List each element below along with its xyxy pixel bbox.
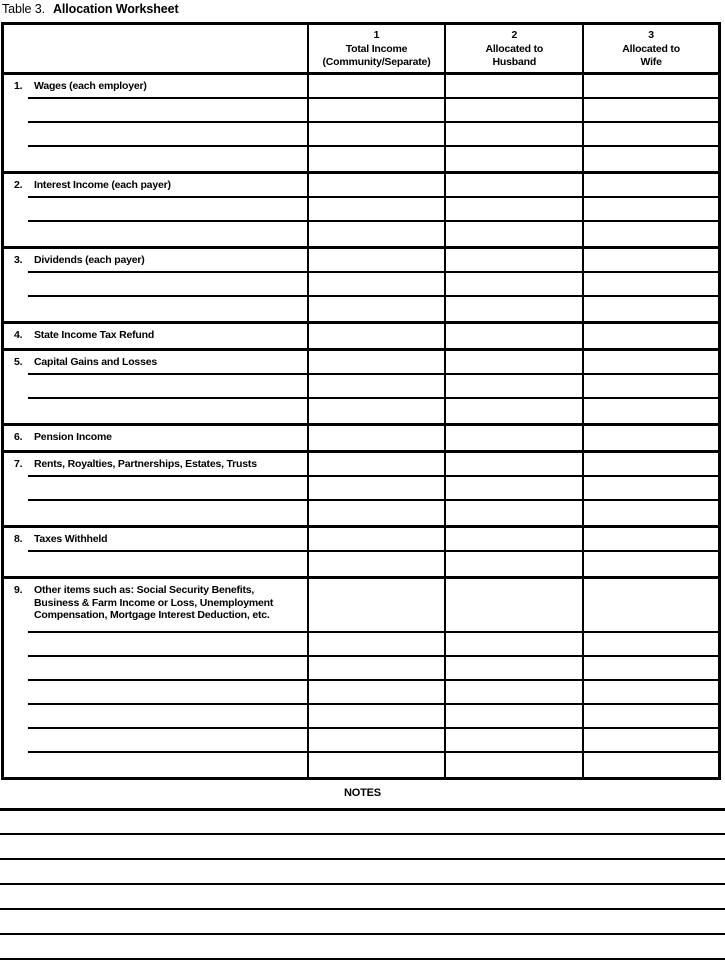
amount-cell[interactable] [584,657,718,681]
amount-cell[interactable] [446,174,582,198]
amount-cell[interactable] [446,249,582,273]
amount-cell[interactable] [309,273,445,297]
amount-cell[interactable] [584,426,718,450]
item-5-total-income-column [309,351,447,423]
amount-cell[interactable] [446,705,582,729]
amount-cell[interactable] [446,579,582,633]
amount-cell[interactable] [584,324,718,348]
item-number: 5. [14,356,23,368]
item-label: State Income Tax Refund [34,329,155,341]
amount-cell[interactable] [446,633,582,657]
amount-cell[interactable] [584,552,718,576]
note-line[interactable] [0,808,725,811]
column-header-wife [584,25,718,72]
item-5-wife-column [584,351,718,423]
item-label: Rents, Royalties, Partnerships, Estates, Trusts [34,458,257,470]
item-7-total-income-column [309,453,447,525]
amount-cell[interactable] [309,633,445,657]
amount-cell[interactable] [309,426,445,450]
item-4-label-column [4,324,309,348]
amount-cell[interactable] [446,426,582,450]
amount-cell[interactable] [309,528,445,552]
item-7-wife-column [584,453,718,525]
amount-cell[interactable] [584,681,718,705]
note-line[interactable] [0,958,725,960]
amount-cell[interactable] [309,375,445,399]
label-blank-row[interactable] [4,273,307,297]
worksheet-item-7 [4,453,718,528]
item-3-total-income-column [309,249,447,321]
item-8-husband-column [446,528,584,576]
note-line[interactable] [0,883,725,885]
worksheet-item-3 [4,249,718,324]
worksheet-item-1 [4,75,718,174]
column-header-total-income [309,25,447,72]
item-5-husband-column [446,351,584,423]
amount-cell[interactable] [309,552,445,576]
amount-cell[interactable] [446,477,582,501]
amount-cell[interactable] [446,123,582,147]
amount-cell[interactable] [584,297,718,321]
item-8-total-income-column [309,528,447,576]
amount-cell[interactable] [446,147,582,171]
notes-title: NOTES [344,787,381,799]
column-title: Total Income [345,42,408,55]
item-5-label-column [4,351,309,423]
item-4-wife-column [584,324,718,348]
amount-cell[interactable] [446,75,582,99]
amount-cell[interactable] [309,222,445,246]
item-6-label-column [4,426,309,450]
item-9-total-income-column [309,579,447,777]
allocation-table [1,22,721,780]
item-number: 3. [14,254,23,266]
worksheet-item-6 [4,426,718,453]
amount-cell[interactable] [309,147,445,171]
label-blank-row[interactable] [4,99,307,123]
label-blank-row[interactable] [4,633,307,657]
amount-cell[interactable] [309,681,445,705]
amount-cell[interactable] [309,174,445,198]
item-6-husband-column [446,426,584,450]
item-1-total-income-column [309,75,447,171]
amount-cell[interactable] [309,579,445,633]
amount-cell[interactable] [584,579,718,633]
item-7-label-column [4,453,309,525]
amount-cell[interactable] [584,123,718,147]
amount-cell[interactable] [309,705,445,729]
item-label: Capital Gains and Losses [34,356,157,368]
column-title: Allocated to [622,42,680,55]
label-blank-row[interactable] [4,753,307,777]
item-number: 6. [14,431,23,443]
worksheet-item-8 [4,528,718,579]
amount-cell[interactable] [446,198,582,222]
label-blank-row[interactable] [4,198,307,222]
page-title [2,2,179,16]
amount-cell[interactable] [309,477,445,501]
amount-cell[interactable] [584,99,718,123]
column-title: Allocated to [485,42,544,55]
label-blank-row[interactable] [4,705,307,729]
item-8-wife-column [584,528,718,576]
amount-cell[interactable] [309,753,445,777]
worksheet-title: Allocation Worksheet [52,2,179,16]
item-number: 8. [14,533,23,545]
label-blank-row[interactable] [4,222,307,246]
item-9-label-column [4,579,309,777]
item-8-label-row [4,528,307,552]
item-4-label-row [4,324,307,348]
item-6-label-row [4,426,307,450]
column-header-items [4,25,309,72]
amount-cell[interactable] [584,729,718,753]
amount-cell[interactable] [309,501,445,525]
item-4-husband-column [446,324,584,348]
item-label: Wages (each employer) [34,80,147,92]
amount-cell[interactable] [584,375,718,399]
amount-cell[interactable] [446,453,582,477]
amount-cell[interactable] [584,273,718,297]
amount-cell[interactable] [446,375,582,399]
item-9-wife-column [584,579,718,777]
item-1-label-row [4,75,307,99]
item-number: 4. [14,329,23,341]
item-2-label-column [4,174,309,246]
item-label: Interest Income (each payer) [34,179,171,191]
label-blank-row[interactable] [4,657,307,681]
amount-cell[interactable] [584,705,718,729]
amount-cell[interactable] [309,297,445,321]
worksheet-item-4 [4,324,718,351]
amount-cell[interactable] [309,198,445,222]
amount-cell[interactable] [584,147,718,171]
amount-cell[interactable] [446,222,582,246]
item-number: 1. [14,80,23,92]
column-number: 2 [511,29,518,41]
item-5-label-row [4,351,307,375]
column-subtitle: (Community/Separate) [322,56,431,68]
amount-cell[interactable] [446,753,582,777]
item-4-total-income-column [309,324,447,348]
amount-cell[interactable] [446,399,582,423]
amount-cell[interactable] [309,729,445,753]
amount-cell[interactable] [584,249,718,273]
amount-cell[interactable] [309,453,445,477]
amount-cell[interactable] [309,399,445,423]
item-number: 7. [14,458,23,470]
amount-cell[interactable] [584,75,718,99]
worksheet-item-5 [4,351,718,426]
amount-cell[interactable] [584,453,718,477]
item-9-label-row [4,579,307,633]
amount-cell[interactable] [446,324,582,348]
amount-cell[interactable] [446,528,582,552]
amount-cell[interactable] [584,399,718,423]
note-line[interactable] [0,858,725,860]
item-number: 9. [14,584,23,596]
amount-cell[interactable] [584,351,718,375]
item-1-wife-column [584,75,718,171]
label-blank-row[interactable] [4,729,307,753]
amount-cell[interactable] [446,351,582,375]
column-subtitle: Husband [492,56,537,68]
item-7-label-row [4,453,307,477]
item-3-wife-column [584,249,718,321]
amount-cell[interactable] [446,729,582,753]
amount-cell[interactable] [584,633,718,657]
label-blank-row[interactable] [4,123,307,147]
item-9-husband-column [446,579,584,777]
item-6-wife-column [584,426,718,450]
amount-cell[interactable] [446,273,582,297]
notes-section [0,780,725,967]
item-7-husband-column [446,453,584,525]
amount-cell[interactable] [309,99,445,123]
amount-cell[interactable] [584,501,718,525]
label-blank-row[interactable] [4,375,307,399]
amount-cell[interactable] [446,681,582,705]
item-label: Pension Income [34,431,112,443]
item-number: 2. [14,179,23,191]
item-2-label-row [4,174,307,198]
amount-cell[interactable] [309,324,445,348]
label-blank-row[interactable] [4,147,307,171]
amount-cell[interactable] [584,528,718,552]
note-line[interactable] [0,908,725,910]
label-blank-row[interactable] [4,501,307,525]
item-3-label-column [4,249,309,321]
amount-cell[interactable] [584,174,718,198]
amount-cell[interactable] [446,552,582,576]
amount-cell[interactable] [309,657,445,681]
item-label: Taxes Withheld [34,533,108,545]
amount-cell[interactable] [584,477,718,501]
label-blank-row[interactable] [4,681,307,705]
table-header-row [4,25,718,75]
amount-cell[interactable] [446,99,582,123]
table-number-label: Table 3. [2,2,45,16]
note-line[interactable] [0,933,725,935]
label-blank-row[interactable] [4,552,307,576]
label-blank-row[interactable] [4,477,307,501]
worksheet-item-2 [4,174,718,249]
item-8-label-column [4,528,309,576]
amount-cell[interactable] [309,123,445,147]
amount-cell[interactable] [446,501,582,525]
item-2-husband-column [446,174,584,246]
note-line[interactable] [0,833,725,835]
label-blank-row[interactable] [4,399,307,423]
amount-cell[interactable] [584,198,718,222]
item-3-label-row [4,249,307,273]
column-number: 1 [373,29,380,41]
item-3-husband-column [446,249,584,321]
item-2-wife-column [584,174,718,246]
item-1-label-column [4,75,309,171]
item-1-husband-column [446,75,584,171]
column-number: 3 [648,29,654,41]
amount-cell[interactable] [584,753,718,777]
item-6-total-income-column [309,426,447,450]
amount-cell[interactable] [446,657,582,681]
item-label: Dividends (each payer) [34,254,145,266]
label-blank-row[interactable] [4,297,307,321]
column-header-husband [446,25,584,72]
item-label: Other items such as: Social Security Benefits, Business & Farm Income or Loss, Unemployment Compensation, Mortgage Interest Deduction, etc. [34,584,274,621]
amount-cell[interactable] [584,222,718,246]
amount-cell[interactable] [309,351,445,375]
worksheet-item-9 [4,579,718,777]
amount-cell[interactable] [309,75,445,99]
item-2-total-income-column [309,174,447,246]
amount-cell[interactable] [446,297,582,321]
amount-cell[interactable] [309,249,445,273]
column-subtitle: Wife [640,56,662,68]
